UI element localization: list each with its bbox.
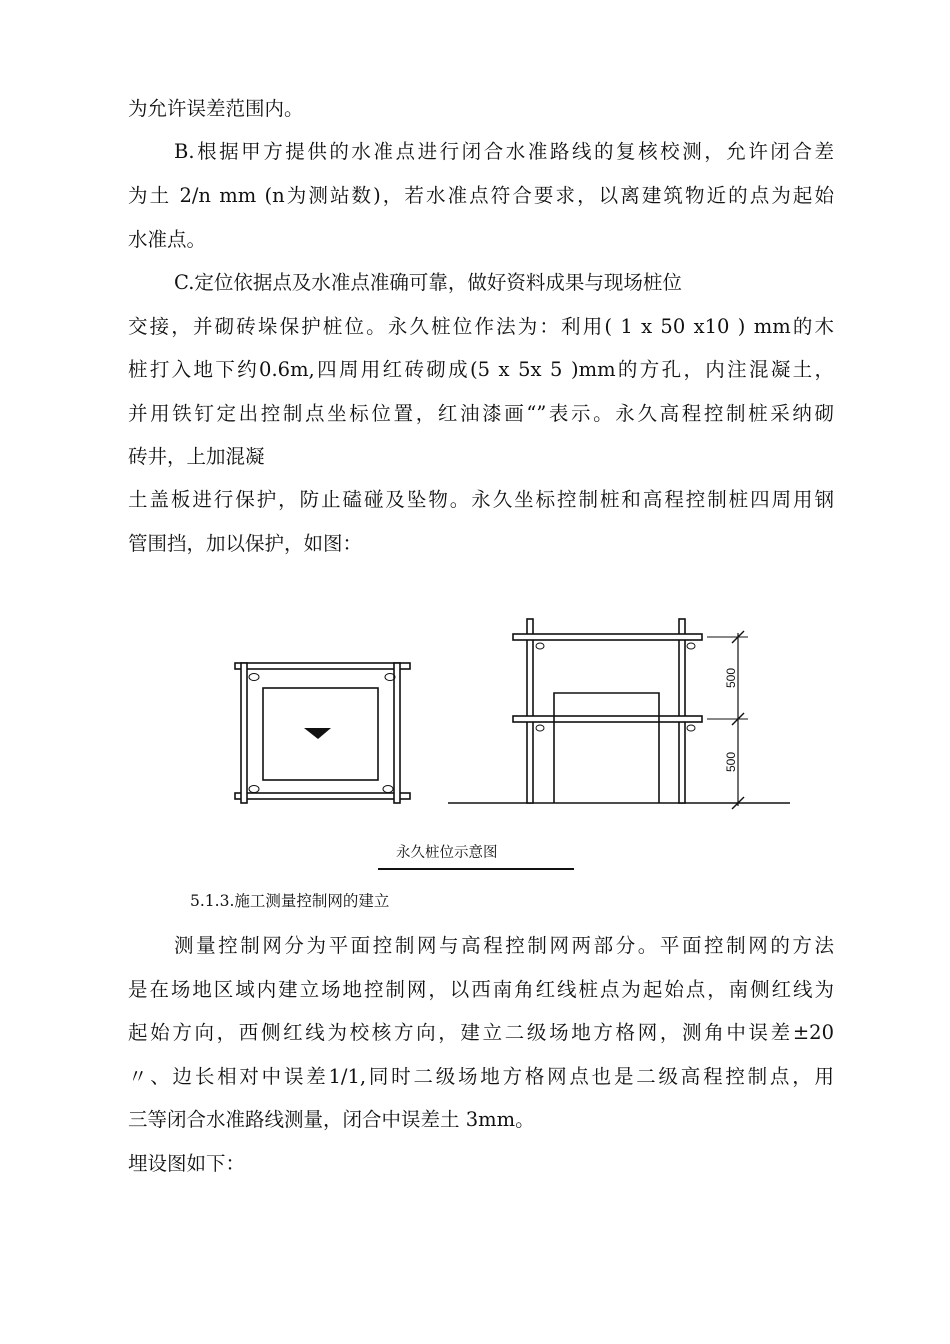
- figure-caption: 永久桩位示意图: [396, 845, 498, 861]
- clamp: [383, 786, 393, 793]
- control-point-marker: [304, 728, 331, 739]
- section-heading: 5.1.3.施工测量控制网的建立: [190, 892, 390, 910]
- paragraph-line: 为土 2/n mm (n为测站数)，若水准点符合要求，以离建筑物近的点为起始: [128, 184, 834, 207]
- paragraph-line: 三等闭合水准路线测量，闭合中误差土 3mm。: [128, 1108, 535, 1131]
- paragraph-line: 土盖板进行保护，防止磕碰及坠物。永久坐标控制桩和高程控制桩四周用钢: [128, 488, 834, 511]
- paragraph-line: B.根据甲方提供的水准点进行闭合水准路线的复核校测，允许闭合差: [174, 140, 834, 163]
- paragraph-line: 为允许误差范围内。: [128, 97, 304, 120]
- dimension-label-upper: 500: [724, 667, 738, 689]
- paragraph-line: C.定位依据点及水准点准确可靠，做好资料成果与现场桩位: [174, 271, 682, 294]
- post-left: [527, 619, 533, 803]
- paragraph-line: 交接，并砌砖垛保护桩位。永久桩位作法为：利用( 1 x 50 x10 ) mm的木: [128, 315, 834, 338]
- elevation-view: [448, 619, 790, 809]
- clamp: [687, 725, 695, 731]
- pipe-left: [241, 663, 247, 803]
- clamp: [687, 643, 695, 649]
- clamp: [249, 786, 259, 793]
- dimension-label-lower: 500: [724, 751, 738, 773]
- paragraph-line: 测量控制网分为平面控制网与高程控制网两部分。平面控制网的方法: [174, 934, 834, 957]
- clamp: [536, 643, 544, 649]
- clamp: [536, 725, 544, 731]
- pipe-right: [394, 663, 400, 803]
- paragraph-line: 并用铁钉定出控制点坐标位置，红油漆画“”表示。永久高程控制桩采纳砌: [128, 402, 834, 425]
- caption-underline: [378, 868, 574, 870]
- rail-top: [513, 634, 702, 640]
- pipe-bottom: [235, 793, 410, 799]
- paragraph-line: 是在场地区域内建立场地控制网，以西南角红线桩点为起始点，南侧红线为: [128, 978, 834, 1001]
- paragraph-line: 起始方向，西侧红线为校核方向，建立二级场地方格网，测角中误差±20: [128, 1021, 834, 1044]
- pipe-top: [235, 663, 410, 669]
- rail-middle: [513, 716, 702, 722]
- paragraph-line: 埋设图如下：: [128, 1152, 246, 1175]
- brick-box: [554, 693, 659, 803]
- paragraph-line: 桩打入地下约0.6m,四周用红砖砌成(5 x 5x 5 )mm的方孔，内注混凝土，: [128, 358, 834, 381]
- post-right: [679, 619, 685, 803]
- paragraph-line: 水准点。: [128, 228, 207, 251]
- clamp: [249, 674, 259, 681]
- paragraph-line: 管围挡，加以保护，如图：: [128, 532, 363, 555]
- paragraph-line: 砖井，上加混凝: [128, 445, 265, 468]
- paragraph-line: 〃、边长相对中误差1/1,同时二级场地方格网点也是二级高程控制点，用: [128, 1065, 834, 1088]
